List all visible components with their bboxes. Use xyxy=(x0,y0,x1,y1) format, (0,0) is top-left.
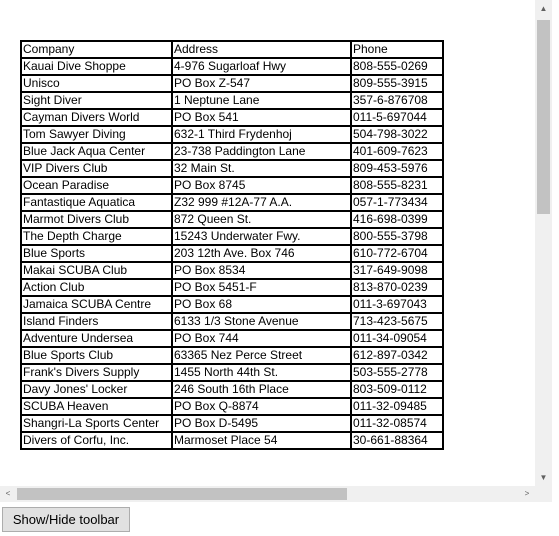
table-row[interactable] xyxy=(21,75,443,92)
cell-company[interactable]: Jamaica SCUBA Centre xyxy=(21,296,172,313)
cell-phone[interactable]: 612-897-0342 xyxy=(351,347,443,364)
column-header-company[interactable]: Company xyxy=(21,41,172,58)
cell-company[interactable]: Kauai Dive Shoppe xyxy=(21,58,172,75)
cell-phone[interactable]: 416-698-0399 xyxy=(351,211,443,228)
cell-address[interactable]: PO Box 68 xyxy=(172,296,351,313)
cell-company[interactable]: Makai SCUBA Club xyxy=(21,262,172,279)
cell-phone[interactable]: 803-509-0112 xyxy=(351,381,443,398)
cell-address[interactable]: PO Box 5451-F xyxy=(172,279,351,296)
table-row[interactable] xyxy=(21,160,443,177)
cell-company[interactable]: Blue Sports xyxy=(21,245,172,262)
cell-company[interactable]: Marmot Divers Club xyxy=(21,211,172,228)
cell-address[interactable]: 1 Neptune Lane xyxy=(172,92,351,109)
cell-phone[interactable]: 808-555-0269 xyxy=(351,58,443,75)
table-row[interactable] xyxy=(21,245,443,262)
cell-phone[interactable]: 011-32-08574 xyxy=(351,415,443,432)
cell-company[interactable]: Fantastique Aquatica xyxy=(21,194,172,211)
table-row[interactable] xyxy=(21,296,443,313)
table-row[interactable] xyxy=(21,398,443,415)
cell-company[interactable]: Ocean Paradise xyxy=(21,177,172,194)
cell-phone[interactable]: 011-34-09054 xyxy=(351,330,443,347)
cell-address[interactable]: PO Box 541 xyxy=(172,109,351,126)
table-row[interactable] xyxy=(21,194,443,211)
cell-address[interactable]: 632-1 Third Frydenhoj xyxy=(172,126,351,143)
cell-phone[interactable]: 317-649-9098 xyxy=(351,262,443,279)
horizontal-scrollbar[interactable] xyxy=(0,486,535,502)
cell-company[interactable]: The Depth Charge xyxy=(21,228,172,245)
cell-address[interactable]: 63365 Nez Perce Street xyxy=(172,347,351,364)
vertical-scrollbar[interactable] xyxy=(535,0,552,486)
cell-phone[interactable]: 011-5-697044 xyxy=(351,109,443,126)
cell-company[interactable]: SCUBA Heaven xyxy=(21,398,172,415)
cell-phone[interactable]: 504-798-3022 xyxy=(351,126,443,143)
table-row[interactable] xyxy=(21,58,443,75)
cell-company[interactable]: Blue Sports Club xyxy=(21,347,172,364)
scroll-left-arrow-icon[interactable]: < xyxy=(5,489,11,498)
cell-phone[interactable]: 357-6-876708 xyxy=(351,92,443,109)
cell-company[interactable]: VIP Divers Club xyxy=(21,160,172,177)
cell-phone[interactable]: 30-661-88364 xyxy=(351,432,443,449)
cell-address[interactable]: 15243 Underwater Fwy. xyxy=(172,228,351,245)
table-row[interactable] xyxy=(21,347,443,364)
cell-address[interactable]: 23-738 Paddington Lane xyxy=(172,143,351,160)
data-grid xyxy=(20,40,444,450)
column-header-address[interactable]: Address xyxy=(172,41,351,58)
cell-phone[interactable]: 800-555-3798 xyxy=(351,228,443,245)
cell-company[interactable]: Divers of Corfu, Inc. xyxy=(21,432,172,449)
cell-address[interactable]: PO Box Q-8874 xyxy=(172,398,351,415)
table-row[interactable] xyxy=(21,177,443,194)
cell-phone[interactable]: 011-3-697043 xyxy=(351,296,443,313)
cell-company[interactable]: Sight Diver xyxy=(21,92,172,109)
header-row xyxy=(21,41,443,58)
table-row[interactable] xyxy=(21,415,443,432)
table-row[interactable] xyxy=(21,126,443,143)
table-row[interactable] xyxy=(21,109,443,126)
cell-address[interactable]: Z32 999 #12A-77 A.A. xyxy=(172,194,351,211)
cell-address[interactable]: PO Box Z-547 xyxy=(172,75,351,92)
cell-phone[interactable]: 057-1-773434 xyxy=(351,194,443,211)
cell-phone[interactable]: 713-423-5675 xyxy=(351,313,443,330)
cell-phone[interactable]: 808-555-8231 xyxy=(351,177,443,194)
table-row[interactable] xyxy=(21,228,443,245)
cell-address[interactable]: PO Box 8534 xyxy=(172,262,351,279)
table-row[interactable] xyxy=(21,432,443,449)
scroll-up-arrow-icon[interactable]: ▲ xyxy=(539,4,548,13)
scrollbar-corner xyxy=(535,486,552,502)
cell-company[interactable]: Davy Jones' Locker xyxy=(21,381,172,398)
table-row[interactable] xyxy=(21,364,443,381)
cell-address[interactable]: Marmoset Place 54 xyxy=(172,432,351,449)
table-row[interactable] xyxy=(21,262,443,279)
cell-phone[interactable]: 809-453-5976 xyxy=(351,160,443,177)
cell-address[interactable]: PO Box 744 xyxy=(172,330,351,347)
cell-company[interactable]: Shangri-La Sports Center xyxy=(21,415,172,432)
cell-company[interactable]: Tom Sawyer Diving xyxy=(21,126,172,143)
cell-phone[interactable]: 503-555-2778 xyxy=(351,364,443,381)
cell-company[interactable]: Frank's Divers Supply xyxy=(21,364,172,381)
table-row[interactable] xyxy=(21,381,443,398)
cell-phone[interactable]: 813-870-0239 xyxy=(351,279,443,296)
table-row[interactable] xyxy=(21,279,443,296)
table-row[interactable] xyxy=(21,313,443,330)
cell-address[interactable]: 1455 North 44th St. xyxy=(172,364,351,381)
cell-company[interactable]: Adventure Undersea xyxy=(21,330,172,347)
cell-address[interactable]: 32 Main St. xyxy=(172,160,351,177)
cell-phone[interactable]: 011-32-09485 xyxy=(351,398,443,415)
cell-address[interactable]: PO Box 8745 xyxy=(172,177,351,194)
scroll-down-arrow-icon[interactable]: ▼ xyxy=(539,473,548,482)
cell-company[interactable]: Unisco xyxy=(21,75,172,92)
cell-company[interactable]: Blue Jack Aqua Center xyxy=(21,143,172,160)
cell-phone[interactable]: 610-772-6704 xyxy=(351,245,443,262)
cell-address[interactable]: 4-976 Sugarloaf Hwy xyxy=(172,58,351,75)
cell-address[interactable]: 6133 1/3 Stone Avenue xyxy=(172,313,351,330)
cell-address[interactable]: 203 12th Ave. Box 746 xyxy=(172,245,351,262)
table-row[interactable] xyxy=(21,143,443,160)
cell-address[interactable]: 872 Queen St. xyxy=(172,211,351,228)
scroll-right-arrow-icon[interactable]: > xyxy=(524,489,530,498)
vertical-scroll-thumb[interactable] xyxy=(537,20,550,214)
cell-phone[interactable]: 401-609-7623 xyxy=(351,143,443,160)
cell-address[interactable]: 246 South 16th Place xyxy=(172,381,351,398)
table-row[interactable] xyxy=(21,330,443,347)
column-header-phone[interactable]: Phone xyxy=(351,41,443,58)
show-hide-toolbar-button[interactable]: Show/Hide toolbar xyxy=(2,507,130,532)
cell-company[interactable]: Cayman Divers World xyxy=(21,109,172,126)
cell-phone[interactable]: 809-555-3915 xyxy=(351,75,443,92)
table-row[interactable] xyxy=(21,211,443,228)
cell-address[interactable]: PO Box D-5495 xyxy=(172,415,351,432)
cell-company[interactable]: Action Club xyxy=(21,279,172,296)
table-row[interactable] xyxy=(21,92,443,109)
cell-company[interactable]: Island Finders xyxy=(21,313,172,330)
horizontal-scroll-thumb[interactable] xyxy=(17,488,347,500)
